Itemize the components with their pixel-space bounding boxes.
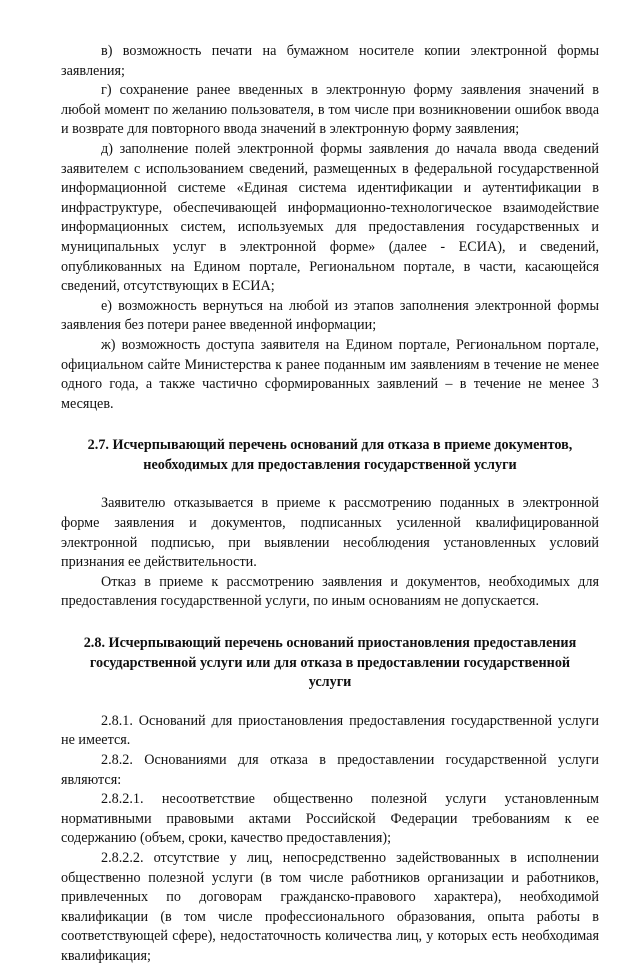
spacer [61, 693, 599, 712]
section-heading-2-8: 2.8. Исчерпывающий перечень оснований приостановления предоставления государственной услуги или для отказа в предоставлении государственной услуги [83, 635, 577, 691]
paragraph-item-g: г) сохранение ранее введенных в электронную форму заявления значений в любой момент по желанию пользователя, в том числе при возникновении ошибок ввода и возврате для повторного ввода значений в электронную форму заявления; [61, 82, 599, 138]
paragraph-2-8-2: 2.8.2. Основаниями для отказа в предоставлении государственной услуги являются: [61, 752, 599, 788]
paragraph-2-8-2-1: 2.8.2.1. несоответствие общественно полезной услуги установленным нормативными правовыми актами Российской Федерации требованиям к ее содержанию (объем, сроки, качество предоставления); [61, 791, 599, 847]
paragraph-item-zh: ж) возможность доступа заявителя на Едином портале, Региональном портале, официальном сайте Министерства к ранее поданным им заявлениям в течение не менее одного года, а также частично сформированных заявлений – в течение не менее 3 месяцев. [61, 336, 599, 412]
spacer [61, 414, 599, 436]
paragraph-2-8-2-2: 2.8.2.2. отсутствие у лиц, непосредственно задействованных в исполнении общественно полезной услуги (в том числе работников организации и работников, привлеченных по договорам гражданско-правового характера), необходимой квалификации (в том числе профессионального образования, опыта работы в соответствующей сфере), недостаточность количества лиц, у которых есть необходимая квалификация; [61, 849, 599, 964]
document-page [61, 42, 599, 967]
section-heading-2-7: 2.7. Исчерпывающий перечень оснований для отказа в приеме документов, необходимых для предоставления государственной услуги [87, 437, 573, 473]
spacer [61, 612, 599, 634]
paragraph-item-v: в) возможность печати на бумажном носителе копии электронной формы заявления; [61, 43, 599, 79]
paragraph-2-8-1: 2.8.1. Оснований для приостановления предоставления государственной услуги не имеется. [61, 712, 599, 749]
paragraph-refusal-grounds: Заявителю отказывается в приеме к рассмотрению поданных в электронной форме заявления и документов, подписанных усиленной квалифицированной электронной подписью, при выявлении несоблюдения установленных условий признания ее действительности. [61, 495, 599, 571]
paragraph-item-e: е) возможность вернуться на любой из этапов заполнения электронной формы заявления без потери ранее введенной информации; [61, 297, 599, 334]
spacer [61, 475, 599, 494]
paragraph-item-d: д) заполнение полей электронной формы заявления до начала ввода сведений заявителем с использованием сведений, размещенных в федеральной государственной информационной системе «Единая система идентификации и аутентификации в инфраструктуре, обеспечивающей информационно-технологическое взаимодействие информационных систем, используемых для предоставления государственных и муниципальных услуг в электронной форме» (далее - ЕСИА), и сведений, опубликованных на Едином портале, Региональном портале, в части, касающейся сведений, отсутствующих в ЕСИА; [61, 140, 599, 295]
paragraph-no-other-grounds: Отказ в приеме к рассмотрению заявления и документов, необходимых для предоставления государственной услуги, по иным основаниям не допускается. [61, 573, 599, 610]
